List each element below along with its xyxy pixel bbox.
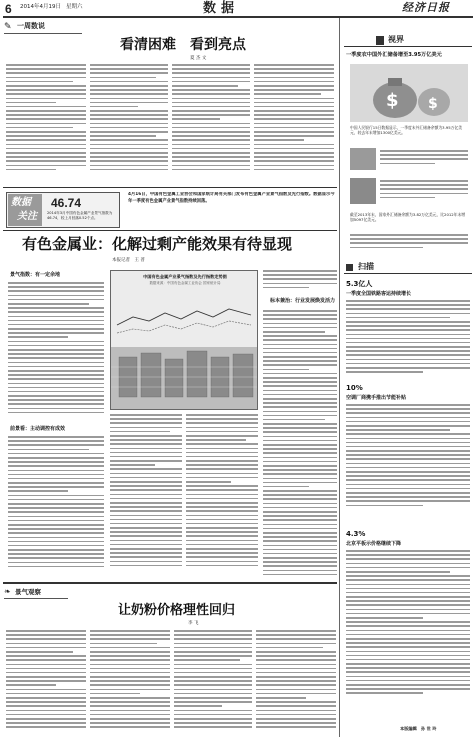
vision-label-bar (344, 35, 472, 47)
sub-heading-outlook: 前景看：主动调控有成效 (10, 426, 66, 432)
weekly-headline: 看清困难 看到亮点 (120, 37, 246, 53)
vision-text-3 (350, 234, 468, 256)
masthead-rule (3, 16, 473, 18)
issue-date: 2014年4月19日 (20, 4, 61, 10)
vision-thumbnail-2 (350, 178, 376, 204)
bottom-body-col4 (256, 630, 336, 736)
main-body-col2 (110, 414, 182, 578)
svg-text:$: $ (386, 90, 399, 111)
scan-item1-body (346, 300, 470, 380)
chart-figure (110, 270, 258, 410)
vision-caption-2: 截至2013年末，国家外汇储备余额为3.82万亿美元，比2012年末增加5097亿美元。 (350, 212, 466, 223)
main-byline: 本报记者 王 普 (112, 258, 145, 263)
figure-caption-title: 中国有色金属产业景气指数及先行指数走势图 (143, 274, 227, 279)
data-focus-box (6, 192, 120, 228)
weekly-body-col4 (254, 64, 334, 184)
bottom-body-col1 (6, 630, 86, 736)
scan-item3-body (346, 550, 470, 720)
page-number: 6 (5, 2, 12, 16)
main-body-col4 (263, 310, 337, 578)
index-line (117, 309, 251, 325)
scan-item2-value: 10% (346, 384, 363, 392)
issue-weekday: 星期六 (66, 4, 83, 10)
vision-text-2 (380, 180, 468, 206)
lead-paragraph: 4月16日，中国有色金属工业协会和国家统计局有关部门发布有色金属产业景气指数及先行指数。数据显示今年一季度有色金属产业景气指数持续回落。 (128, 192, 335, 204)
vision-mark (376, 36, 384, 45)
vision-thumbnail-1 (350, 148, 376, 170)
bottom-column-label: ❧ 景气观察 (4, 587, 68, 599)
page-editor: 本版编辑 孙 世 玲 (400, 726, 437, 731)
figure-caption-source: 数据来源：中国有色金属工业协会 国家统计局 (149, 281, 221, 285)
main-body-col1b (8, 436, 104, 578)
paper-logo: 经济日报 (402, 1, 450, 14)
vision-label: 视界 (388, 35, 404, 44)
weekly-divider (3, 187, 337, 188)
sub-heading-index: 景气指数：有一定余地 (10, 272, 61, 278)
leading-index-line (117, 321, 251, 333)
leaf-icon: ❧ (4, 587, 11, 596)
bottom-headline: 让奶粉价格理性回归 (118, 603, 236, 618)
money-bag-image (350, 64, 468, 122)
scan-label: 扫描 (358, 262, 374, 271)
main-body-col3 (186, 414, 258, 578)
weekly-body-col1 (6, 64, 86, 184)
data-focus-tag: 数据 关注 (8, 194, 42, 226)
section-title: 数据 (203, 1, 240, 16)
bottom-body-col3 (174, 630, 252, 736)
weekly-body-col2 (90, 64, 168, 184)
scan-item1-value: 5.3亿人 (346, 280, 373, 288)
sidebar-divider (339, 18, 340, 737)
bottom-body-col2 (90, 630, 170, 736)
lead-divider (3, 230, 337, 231)
weekly-body-col3 (172, 64, 250, 184)
data-focus-caption: 2014年3月中国有色金属产业景气指数为46.74，较上月回落0.52个点。 (47, 211, 113, 220)
bottom-byline: 李 飞 (188, 621, 199, 626)
masthead (0, 0, 476, 16)
main-body-col1 (8, 282, 104, 422)
scan-item2-body (346, 404, 470, 516)
main-story-bottom-rule (3, 582, 337, 584)
weekly-byline: 夏 杰 文 (190, 56, 207, 61)
sub-heading-remedy: 标本兼治：行业发展焕发活力 (270, 298, 336, 304)
vision-headline: 一季度农中国外汇储备增至3.95万亿美元 (346, 52, 442, 58)
forex-illustration (350, 64, 468, 122)
svg-text:$: $ (428, 96, 438, 112)
scan-item2-title: 空调厂商携手推出节能补贴 (346, 395, 407, 401)
scan-item3-title: 北京平板示价格继续下降 (346, 541, 402, 547)
scan-label-bar (344, 262, 472, 274)
main-body-col4a (263, 270, 337, 296)
weekly-column-label: ✎ 一周数说 (4, 21, 82, 34)
data-focus-value: 46.74 (51, 196, 82, 210)
main-headline: 有色金属业：化解过剩产能效果有待显现 (22, 235, 293, 253)
scan-item3-value: 4.3% (346, 530, 366, 538)
figure-illustration (111, 287, 258, 410)
vision-text-1 (380, 150, 468, 172)
pencil-icon: ✎ (4, 22, 12, 32)
scan-item1-title: 一季度全国铁路客运持续增长 (346, 291, 412, 297)
vision-caption-1: 中国人民银行15日数据显示，一季度末外汇储备余额为3.95万亿美元，较去年末增加1300亿美元。 (350, 125, 463, 136)
scan-mark (346, 264, 353, 271)
